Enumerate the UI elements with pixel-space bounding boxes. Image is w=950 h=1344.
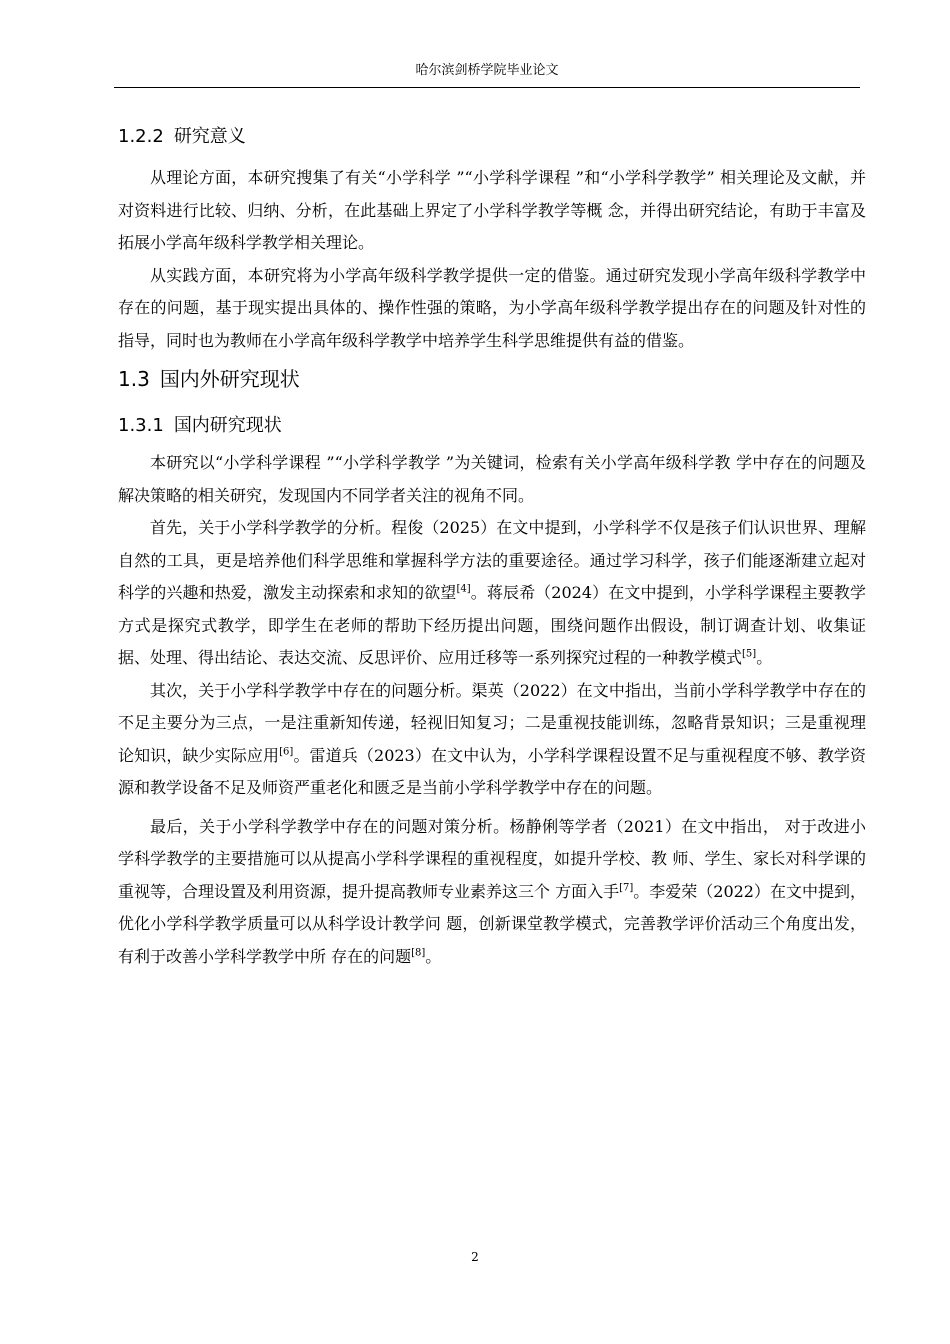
paragraph	[118, 811, 866, 974]
paragraph-text: 。雷道兵（2023）在文中认为，小学科学课程设置不足与重视程度不够、教学资源和教学设备不足及师资严重老化和匮乏是当前小学科学教学中存在的问题。	[118, 745, 866, 797]
page-number: 2	[471, 1250, 479, 1264]
section-heading-1-3	[118, 365, 866, 393]
citation-ref: [6]	[279, 746, 294, 758]
paragraph-text: 其次，关于小学科学教学中存在的问题分析。渠英（2022）在文中指出，当前小学科学教学中存在的不足主要分为三点，一是注重新知传递，轻视旧知复习；二是重视技能训练，忽略背景知识；三是重视理论知识，缺少实际应用	[118, 680, 866, 765]
paragraph-text: 。蒋辰希（2024）在文中提到，小学科学课程主要教学方式是探究式教学，即学生在老师的帮助下经历提出问题，围绕问题作出假设，制订调查计划、收集证据、处理、得出结论、表达交流、反思评价、应用迁移等一系列探究过程的一种教学模式	[118, 583, 866, 667]
section-title: 国内研究现状	[173, 415, 282, 436]
paragraph-text: 首先，关于小学科学教学的分析。程俊（2025）在文中提到，小学科学不仅是孩子们认识世界、理解自然的工具，更是培养他们科学思维和掌握科学方法的重要途径。通过学习科学，孩子们能逐渐建立起对科学的兴趣和热爱，激发主动探索和求知的欲望	[118, 518, 866, 602]
citation-ref: [8]	[411, 947, 426, 959]
paragraph: 从理论方面，本研究搜集了有关“小学科学 ”“小学科学课程 ”和“小学科学教学” 相关理论及文献，并对资料进行比较、归纳、分析，在此基础上界定了小学科学教学等概 念，并得出研究结论，有助于丰富及拓展小学高年级科学教学相关理论。	[118, 168, 866, 252]
paragraph: 本研究以“小学科学课程 ”“小学科学教学 ”为关键词，检索有关小学高年级科学教 学中存在的问题及解决策略的相关研究，发现国内不同学者关注的视角不同。	[118, 453, 866, 505]
paragraph: 从实践方面，本研究将为小学高年级科学教学提供一定的借鉴。通过研究发现小学高年级科学教学中存在的问题，基于现实提出具体的、操作性强的策略，为小学高年级科学教学提出存在的问题及针对性的指导，同时也为教师在小学高年级科学教学中培养学生科学思维提供有益的借鉴。	[118, 265, 866, 350]
citation-ref: [4]	[456, 583, 471, 595]
running-header: 哈尔滨剑桥学院毕业论文	[415, 63, 559, 78]
section-heading-1-3-1	[118, 413, 866, 439]
header-divider	[114, 87, 860, 88]
section-title: 国内外研究现状	[159, 367, 300, 391]
section-number: 1.2.2	[118, 126, 164, 147]
section-heading-1-2-2	[118, 124, 866, 150]
paragraph-text: 。李爱荣（2022）在文中提到，优化小学科学教学质量可以从科学设计教学问 题，创新课堂教学模式，完善教学评价活动三个角度出发，有利于改善小学科学教学中所 存在的问题	[118, 881, 866, 966]
section-title: 研究意义	[173, 126, 246, 147]
citation-ref: [5]	[742, 648, 757, 660]
paragraph-text: 。	[425, 946, 442, 966]
section-number: 1.3.1	[118, 415, 164, 436]
body-text	[118, 120, 866, 973]
paragraph-text: 。	[756, 648, 773, 667]
paragraph	[118, 675, 866, 805]
citation-ref: [7]	[619, 882, 634, 894]
section-number: 1.3	[118, 367, 150, 391]
paragraph	[118, 512, 866, 675]
paragraph-text: 最后，关于小学科学教学中存在的问题对策分析。杨静俐等学者（2021）在文中指出， 对于改进小学科学教学的主要措施可以从提高小学科学课程的重视程度，如提升学校、教 师、学生、家长对科学课的重视等，合理设置及利用资源，提升提高教师专业素养这三个 方面入手	[118, 816, 866, 901]
